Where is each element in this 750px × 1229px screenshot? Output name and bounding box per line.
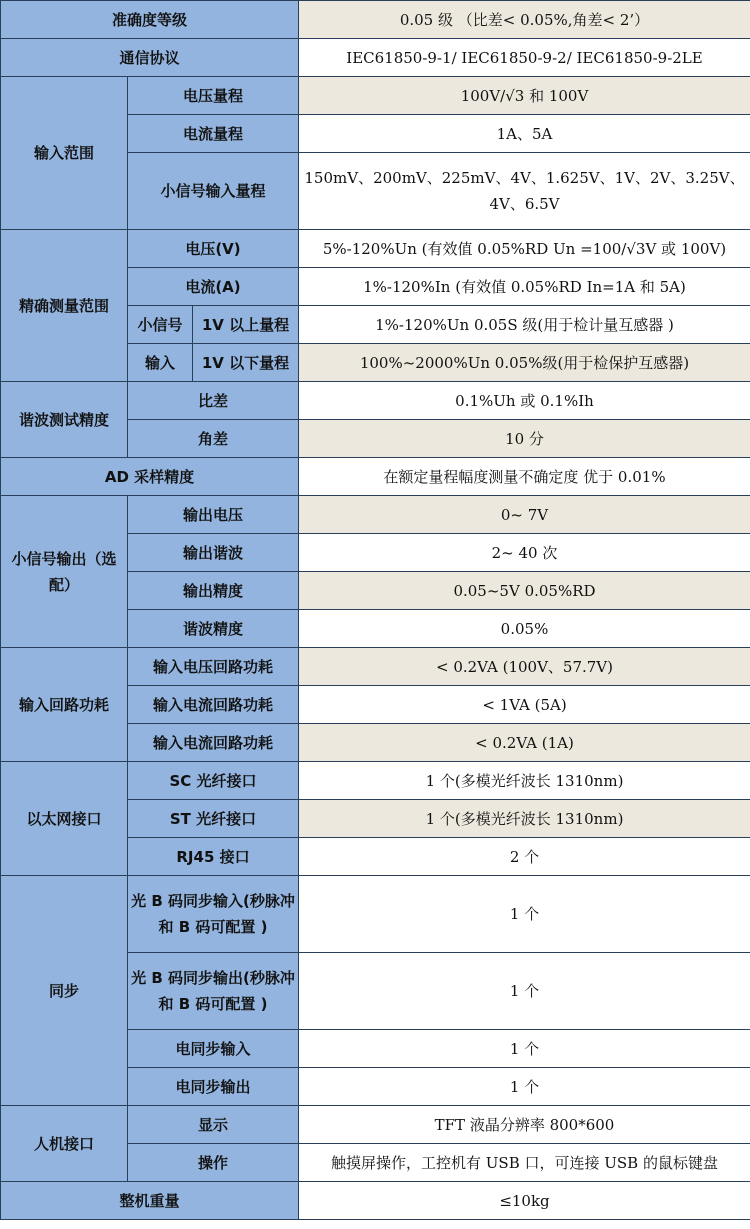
loop-power-voltage-label: 输入电压回路功耗 bbox=[128, 648, 299, 686]
hmi-operation-label: 操作 bbox=[128, 1144, 299, 1182]
loop-power-current-1a-label: 输入电流回路功耗 bbox=[128, 724, 299, 762]
row-weight bbox=[1, 1182, 750, 1220]
loop-power-voltage-value: < 0.2VA (100V、57.7V) bbox=[299, 648, 750, 686]
small-output-harmonic-value: 2~ 40 次 bbox=[299, 534, 750, 572]
loop-power-current-5a-value: < 1VA (5A) bbox=[299, 686, 750, 724]
row-accuracy bbox=[1, 1, 750, 39]
weight-label: 整机重量 bbox=[1, 1182, 299, 1220]
precise-below-1v-label: 1V 以下量程 bbox=[193, 344, 299, 382]
hmi-label: 人机接口 bbox=[1, 1106, 128, 1182]
protocol-value: IEC61850-9-1/ IEC61850-9-2/ IEC61850-9-2LE bbox=[299, 39, 750, 77]
precise-small-signal-label-1: 小信号 bbox=[128, 306, 193, 344]
row-harmonic-ratio bbox=[1, 382, 750, 420]
ethernet-rj45-value: 2 个 bbox=[299, 838, 750, 876]
row-protocol bbox=[1, 39, 750, 77]
small-output-voltage-label: 输出电压 bbox=[128, 496, 299, 534]
precise-voltage-label: 电压(V) bbox=[128, 230, 299, 268]
input-small-signal-label: 小信号输入量程 bbox=[128, 153, 299, 230]
small-output-voltage-value: 0~ 7V bbox=[299, 496, 750, 534]
small-output-harmonic-accuracy-value: 0.05% bbox=[299, 610, 750, 648]
sync-optical-b-in-label: 光 B 码同步输入(秒脉冲和 B 码可配置 ) bbox=[128, 876, 299, 953]
harmonic-accuracy-label: 谐波测试精度 bbox=[1, 382, 128, 458]
precise-small-signal-label-2: 输入 bbox=[128, 344, 193, 382]
small-output-harmonic-label: 输出谐波 bbox=[128, 534, 299, 572]
hmi-operation-value: 触摸屏操作，工控机有 USB 口，可连接 USB 的鼠标键盘 bbox=[299, 1144, 750, 1182]
ad-sampling-value: 在额定量程幅度测量不确定度 优于 0.01% bbox=[299, 458, 750, 496]
input-small-signal-value: 150mV、200mV、225mV、4V、1.625V、1V、2V、3.25V、4V、6.5V bbox=[299, 153, 750, 230]
hmi-display-label: 显示 bbox=[128, 1106, 299, 1144]
row-ethernet-sc bbox=[1, 762, 750, 800]
ethernet-label: 以太网接口 bbox=[1, 762, 128, 876]
small-output-harmonic-accuracy-label: 谐波精度 bbox=[128, 610, 299, 648]
precise-above-1v-label: 1V 以上量程 bbox=[193, 306, 299, 344]
input-voltage-value: 100V/√3 和 100V bbox=[299, 77, 750, 115]
precise-below-1v-value: 100%~2000%Un 0.05%级(用于检保护互感器) bbox=[299, 344, 750, 382]
row-small-output-voltage bbox=[1, 496, 750, 534]
ethernet-sc-label: SC 光纤接口 bbox=[128, 762, 299, 800]
loop-power-current-5a-label: 输入电流回路功耗 bbox=[128, 686, 299, 724]
ad-sampling-label: AD 采样精度 bbox=[1, 458, 299, 496]
sync-optical-b-out-value: 1 个 bbox=[299, 953, 750, 1030]
loop-power-current-1a-value: < 0.2VA (1A) bbox=[299, 724, 750, 762]
row-loop-power-voltage bbox=[1, 648, 750, 686]
input-loop-power-label: 输入回路功耗 bbox=[1, 648, 128, 762]
row-ad-sampling bbox=[1, 458, 750, 496]
sync-electric-in-label: 电同步输入 bbox=[128, 1030, 299, 1068]
accuracy-value: 0.05 级 （比差< 0.05%,角差< 2’） bbox=[299, 1, 750, 39]
sync-label: 同步 bbox=[1, 876, 128, 1106]
sync-optical-b-out-label: 光 B 码同步输出(秒脉冲和 B 码可配置 ) bbox=[128, 953, 299, 1030]
protocol-label: 通信协议 bbox=[1, 39, 299, 77]
row-hmi-display bbox=[1, 1106, 750, 1144]
sync-optical-b-in-value: 1 个 bbox=[299, 876, 750, 953]
ethernet-sc-value: 1 个(多模光纤波长 1310nm) bbox=[299, 762, 750, 800]
precise-current-value: 1%-120%In (有效值 0.05%RD In=1A 和 5A) bbox=[299, 268, 750, 306]
small-output-accuracy-label: 输出精度 bbox=[128, 572, 299, 610]
sync-electric-out-value: 1 个 bbox=[299, 1068, 750, 1106]
input-range-label: 输入范围 bbox=[1, 77, 128, 230]
input-current-value: 1A、5A bbox=[299, 115, 750, 153]
row-input-voltage bbox=[1, 77, 750, 115]
accuracy-label: 准确度等级 bbox=[1, 1, 299, 39]
small-output-label: 小信号输出（选配） bbox=[1, 496, 128, 648]
row-precise-voltage bbox=[1, 230, 750, 268]
input-current-label: 电流量程 bbox=[128, 115, 299, 153]
ethernet-st-label: ST 光纤接口 bbox=[128, 800, 299, 838]
harmonic-ratio-value: 0.1%Uh 或 0.1%Ih bbox=[299, 382, 750, 420]
input-voltage-label: 电压量程 bbox=[128, 77, 299, 115]
sync-electric-out-label: 电同步输出 bbox=[128, 1068, 299, 1106]
precise-voltage-value: 5%-120%Un (有效值 0.05%RD Un =100/√3V 或 100V) bbox=[299, 230, 750, 268]
harmonic-angle-value: 10 分 bbox=[299, 420, 750, 458]
precise-above-1v-value: 1%-120%Un 0.05S 级(用于检计量互感器 ) bbox=[299, 306, 750, 344]
weight-value: ≤10kg bbox=[299, 1182, 750, 1220]
small-output-accuracy-value: 0.05~5V 0.05%RD bbox=[299, 572, 750, 610]
hmi-display-value: TFT 液晶分辨率 800*600 bbox=[299, 1106, 750, 1144]
harmonic-ratio-label: 比差 bbox=[128, 382, 299, 420]
precise-current-label: 电流(A) bbox=[128, 268, 299, 306]
row-sync-optical-b-in bbox=[1, 876, 750, 953]
harmonic-angle-label: 角差 bbox=[128, 420, 299, 458]
precise-range-label: 精确测量范围 bbox=[1, 230, 128, 382]
sync-electric-in-value: 1 个 bbox=[299, 1030, 750, 1068]
ethernet-rj45-label: RJ45 接口 bbox=[128, 838, 299, 876]
ethernet-st-value: 1 个(多模光纤波长 1310nm) bbox=[299, 800, 750, 838]
